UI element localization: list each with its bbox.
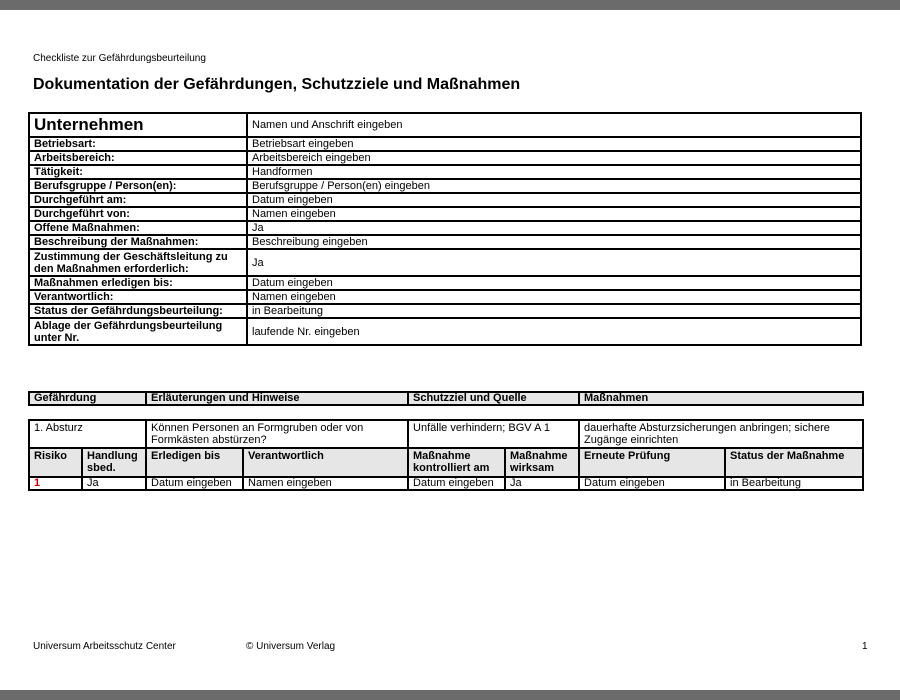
hazard-measures: dauerhafte Absturzsicherungen anbringen; sichere Zugänge einrichten xyxy=(579,420,863,448)
info-value[interactable]: Namen eingeben xyxy=(247,207,861,221)
info-value[interactable]: laufende Nr. eingeben xyxy=(247,318,861,345)
hazard-explanation: Können Personen an Formgruben oder von Formkästen abstürzen? xyxy=(146,420,408,448)
due-header: Erledigen bis xyxy=(146,448,243,477)
checked-header: Maßnahme kontrolliert am xyxy=(408,448,505,477)
info-label: Tätigkeit: xyxy=(29,165,247,179)
info-label: Berufsgruppe / Person(en): xyxy=(29,179,247,193)
info-label: Verantwortlich: xyxy=(29,290,247,304)
info-row xyxy=(29,304,861,318)
company-row xyxy=(29,113,861,137)
footer-copyright: © Universum Verlag xyxy=(246,641,336,652)
checked-value[interactable]: Datum eingeben xyxy=(408,477,505,490)
info-value[interactable]: Namen eingeben xyxy=(247,290,861,304)
info-value[interactable]: Ja xyxy=(247,249,861,276)
info-value[interactable]: Betriebsart eingeben xyxy=(247,137,861,151)
info-label: Ablage der Gefährdungsbeurteilung unter Nr. xyxy=(29,318,247,345)
hazard-description-row xyxy=(29,420,863,448)
status-value[interactable]: in Bearbeitung xyxy=(725,477,863,490)
info-value[interactable]: Handformen xyxy=(247,165,861,179)
info-label: Beschreibung der Maßnahmen: xyxy=(29,235,247,249)
risk-header: Risiko xyxy=(29,448,82,477)
info-label: Arbeitsbereich: xyxy=(29,151,247,165)
info-row xyxy=(29,193,861,207)
hazard-header-table xyxy=(28,391,864,406)
info-label: Offene Maßnahmen: xyxy=(29,221,247,235)
info-row xyxy=(29,235,861,249)
info-value[interactable]: Beschreibung eingeben xyxy=(247,235,861,249)
info-value[interactable]: Datum eingeben xyxy=(247,276,861,290)
responsible-value[interactable]: Namen eingeben xyxy=(243,477,408,490)
hazard-values-row xyxy=(29,477,863,490)
due-value[interactable]: Datum eingeben xyxy=(146,477,243,490)
footer-publisher-center: Universum Arbeitsschutz Center xyxy=(33,641,176,652)
info-row xyxy=(29,290,861,304)
company-label: Unternehmen xyxy=(29,113,247,137)
info-value[interactable]: Ja xyxy=(247,221,861,235)
bottom-border-bar xyxy=(0,690,900,700)
document-pre-title: Checkliste zur Gefährdungsbeurteilung xyxy=(33,53,206,64)
info-row xyxy=(29,249,861,276)
info-label: Zustimmung der Geschäftsleitung zu den Maßnahmen erforderlich: xyxy=(29,249,247,276)
explanation-col-header: Erläuterungen und Hinweise xyxy=(146,392,408,405)
info-row xyxy=(29,318,861,345)
info-row xyxy=(29,276,861,290)
responsible-header: Verantwortlich xyxy=(243,448,408,477)
info-value[interactable]: Berufsgruppe / Person(en) eingeben xyxy=(247,179,861,193)
risk-value[interactable]: 1 xyxy=(29,477,82,490)
recheck-value[interactable]: Datum eingeben xyxy=(579,477,725,490)
recheck-header: Erneute Prüfung xyxy=(579,448,725,477)
hazard-name: 1. Absturz xyxy=(29,420,146,448)
hazard-col-header: Gefährdung xyxy=(29,392,146,405)
top-border-bar xyxy=(0,0,900,10)
hazard-subheader-row xyxy=(29,448,863,477)
info-label: Maßnahmen erledigen bis: xyxy=(29,276,247,290)
hazard-table xyxy=(28,419,864,491)
info-label: Durchgeführt von: xyxy=(29,207,247,221)
status-header: Status der Maßnahme xyxy=(725,448,863,477)
action-needed-value[interactable]: Ja xyxy=(82,477,146,490)
info-label: Betriebsart: xyxy=(29,137,247,151)
effective-header: Maßnahme wirksam xyxy=(505,448,579,477)
action-needed-header: Handlung sbed. xyxy=(82,448,146,477)
info-value[interactable]: in Bearbeitung xyxy=(247,304,861,318)
info-row xyxy=(29,151,861,165)
info-label: Durchgeführt am: xyxy=(29,193,247,207)
info-row xyxy=(29,165,861,179)
info-row xyxy=(29,221,861,235)
info-label: Status der Gefährdungsbeurteilung: xyxy=(29,304,247,318)
info-row xyxy=(29,137,861,151)
company-info-table xyxy=(28,112,862,346)
company-value[interactable]: Namen und Anschrift eingeben xyxy=(247,113,861,137)
info-value[interactable]: Datum eingeben xyxy=(247,193,861,207)
info-row xyxy=(29,207,861,221)
page-title: Dokumentation der Gefährdungen, Schutzziele und Maßnahmen xyxy=(33,76,521,93)
page-number: 1 xyxy=(862,641,868,652)
info-row xyxy=(29,179,861,193)
measures-col-header: Maßnahmen xyxy=(579,392,863,405)
hazard-goal: Unfälle verhindern; BGV A 1 xyxy=(408,420,579,448)
goal-col-header: Schutzziel und Quelle xyxy=(408,392,579,405)
effective-value[interactable]: Ja xyxy=(505,477,579,490)
info-value[interactable]: Arbeitsbereich eingeben xyxy=(247,151,861,165)
